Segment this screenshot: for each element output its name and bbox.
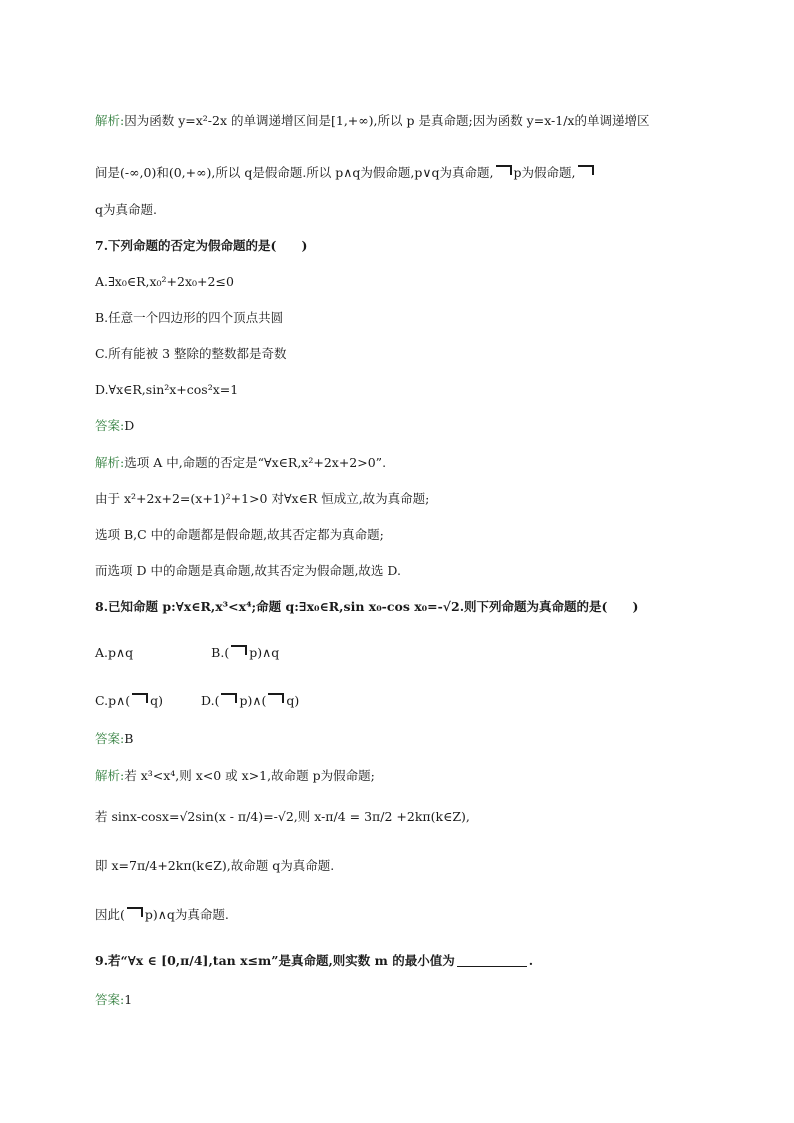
negation-symbol [132, 693, 148, 703]
answer-blank [457, 954, 527, 967]
line-analysis-6b: 间是(-∞,0)和(0,+∞),所以 q是假命题.所以 p∧q为假命题,p∨q为真命题, p为假命题, [95, 164, 596, 182]
analysis-8d: 因此( p)∧q为真命题. [95, 907, 229, 922]
option-7b: B.任意一个四边形的四个顶点共圆 [95, 310, 284, 325]
negation-symbol [268, 693, 284, 703]
negation-symbol [496, 165, 512, 175]
options-8ab: A.p∧q B.( p)∧q [95, 645, 280, 660]
analysis-8a: 解析:若 x³<x⁴,则 x<0 或 x>1,故命题 p为假命题; [95, 768, 375, 783]
answer-7: 答案:D [95, 418, 135, 433]
option-7a: A.∃x₀∈R,x₀²+2x₀+2≤0 [95, 274, 234, 289]
analysis-7a: 解析:选项 A 中,命题的否定是“∀x∈R,x²+2x+2>0”. [95, 455, 387, 470]
analysis-7d: 而选项 D 中的命题是真命题,故其否定为假命题,故选 D. [95, 563, 401, 578]
label: 解析: [95, 113, 125, 128]
analysis-7c: 选项 B,C 中的命题都是假命题,故其否定都为真命题; [95, 527, 384, 542]
answer-8: 答案:B [95, 731, 134, 746]
negation-symbol [578, 165, 594, 175]
option-7c: C.所有能被 3 整除的整数都是奇数 [95, 346, 287, 361]
negation-symbol [231, 645, 247, 655]
option-7d: D.∀x∈R,sin²x+cos²x=1 [95, 382, 239, 397]
line-analysis-6c: q为真命题. [95, 202, 157, 217]
negation-symbol [127, 907, 143, 917]
question-7: 7.下列命题的否定为假命题的是( ) [95, 238, 308, 253]
options-8cd: C.p∧( q) D.( p)∧( q) [95, 693, 300, 708]
analysis-8b: 若 sinx-cosx=√2sin(x - π/4)=-√2,则 x-π/4 = 3π/2 +2kπ(k∈Z), [95, 809, 470, 824]
answer-9: 答案:1 [95, 992, 133, 1007]
analysis-8c: 即 x=7π/4+2kπ(k∈Z),故命题 q为真命题. [95, 858, 335, 873]
analysis-7b: 由于 x²+2x+2=(x+1)²+1>0 对∀x∈R 恒成立,故为真命题; [95, 491, 430, 506]
line-analysis-6a: 解析:因为函数 y=x²-2x 的单调递增区间是[1,+∞),所以 p 是真命题;因为函数 y=x-1/x的单调递增区 [95, 113, 650, 128]
question-9: 9.若“∀x ∈ [0,π/4],tan x≤m”是真命题,则实数 m 的最小值为 . [95, 953, 534, 968]
negation-symbol [221, 693, 237, 703]
question-8: 8.已知命题 p:∀x∈R,x³<x⁴;命题 q:∃x₀∈R,sin x₀-cos x₀=-√2.则下列命题为真命题的是( ) [95, 599, 639, 614]
